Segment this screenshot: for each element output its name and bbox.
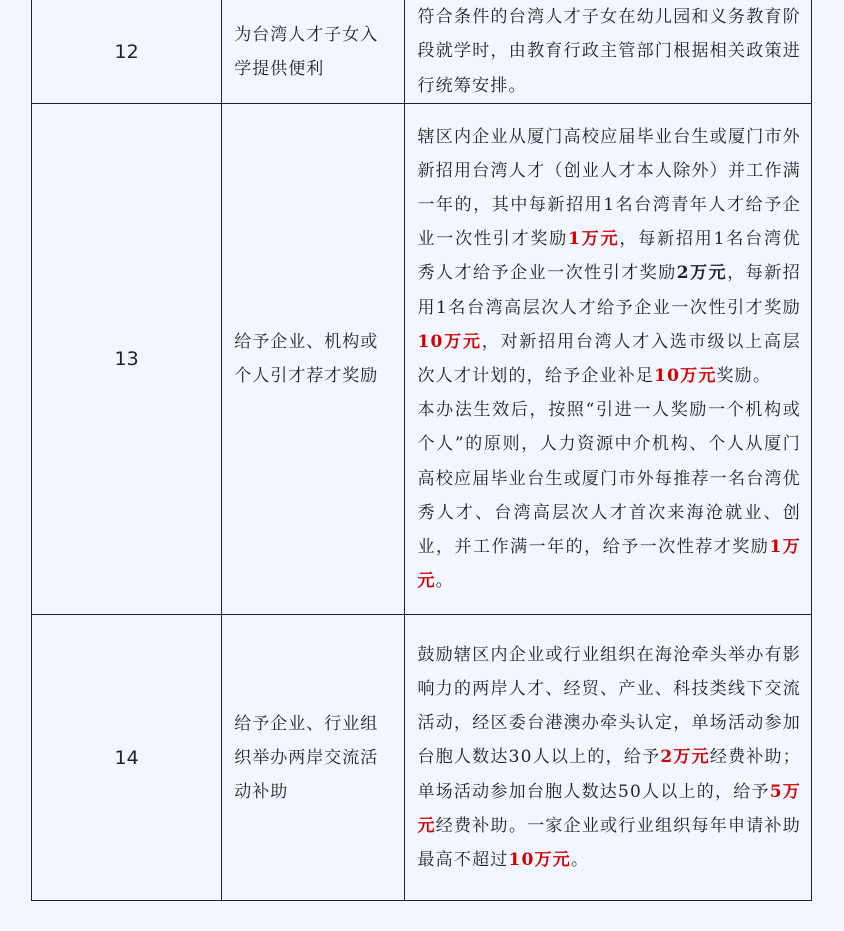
row-number: 12 <box>32 0 222 104</box>
text-segment: ，对新招用台湾人才入选市级以上高层次人才计划的，给予企业补足 <box>417 331 801 386</box>
highlighted-amount: 10万元 <box>417 331 482 352</box>
text-segment: ，每新招用1名台湾高层次人才给予企业一次性引才奖励 <box>417 263 801 318</box>
policy-table <box>31 0 812 901</box>
bold-amount: 2万元 <box>676 263 728 284</box>
text-segment: ，每新招用1名台湾优秀人才给予企业一次性引才奖励 <box>417 229 801 284</box>
highlighted-amount: 1万元 <box>417 537 801 592</box>
policy-item: 给予企业、行业组织举办两岸交流活动补助 <box>222 615 405 901</box>
policy-description <box>405 104 812 615</box>
text-segment: 。 <box>570 850 590 870</box>
text-segment: 本办法生效后，按照“引进一人奖励一个机构或个人”的原则，人力资源中介机构、个人从厦门高校应届毕业台生或厦门市外每推荐一名台湾优秀人才、台湾高层次人才首次来海沧就业、创业，并工作满一年的，给予一次性荐才奖励 <box>417 400 801 558</box>
table-row <box>32 615 812 901</box>
row-number: 14 <box>32 615 222 901</box>
highlighted-amount: 5万元 <box>417 781 801 836</box>
text-segment: 经费补助。一家企业或行业组织每年申请补助最高不超过 <box>417 815 802 870</box>
description-paragraph <box>417 120 801 394</box>
text-segment: 辖区内企业从厦门高校应届毕业台生或厦门市外新招用台湾人才（创业人才本人除外）并工作满一年的，其中每新招用1名台湾青年人才给予企业一次性引才奖励 <box>417 126 801 250</box>
policy-item: 给予企业、机构或个人引才荐才奖励 <box>222 104 405 615</box>
policy-item: 为台湾人才子女入学提供便利 <box>222 0 405 104</box>
description-paragraph <box>417 393 801 598</box>
highlighted-amount: 10万元 <box>508 850 571 870</box>
description-paragraph <box>417 638 801 877</box>
description-paragraph <box>417 0 801 103</box>
highlighted-amount: 2万元 <box>660 747 710 768</box>
text-segment: 奖励。 <box>716 366 772 386</box>
text-segment: 符合条件的台湾人才子女在幼儿园和义务教育阶段就学时，由教育行政主管部门根据相关政策进行统筹安排。 <box>417 7 801 96</box>
text-segment: 。 <box>435 571 454 592</box>
row-number: 13 <box>32 104 222 615</box>
table-row <box>32 0 812 104</box>
text-segment: 经费补助；单场活动参加台胞人数达50人以上的，给予 <box>417 747 801 802</box>
highlighted-amount: 1万元 <box>568 229 620 250</box>
policy-description <box>405 0 812 104</box>
text-segment: 鼓励辖区内企业或行业组织在海沧牵头举办有影响力的两岸人才、经贸、产业、科技类线下交流活动，经区委台港澳办牵头认定，单场活动参加台胞人数达30人以上的，给予 <box>417 644 801 768</box>
highlighted-amount: 10万元 <box>654 366 717 386</box>
table-row <box>32 104 812 615</box>
policy-description <box>405 615 812 901</box>
